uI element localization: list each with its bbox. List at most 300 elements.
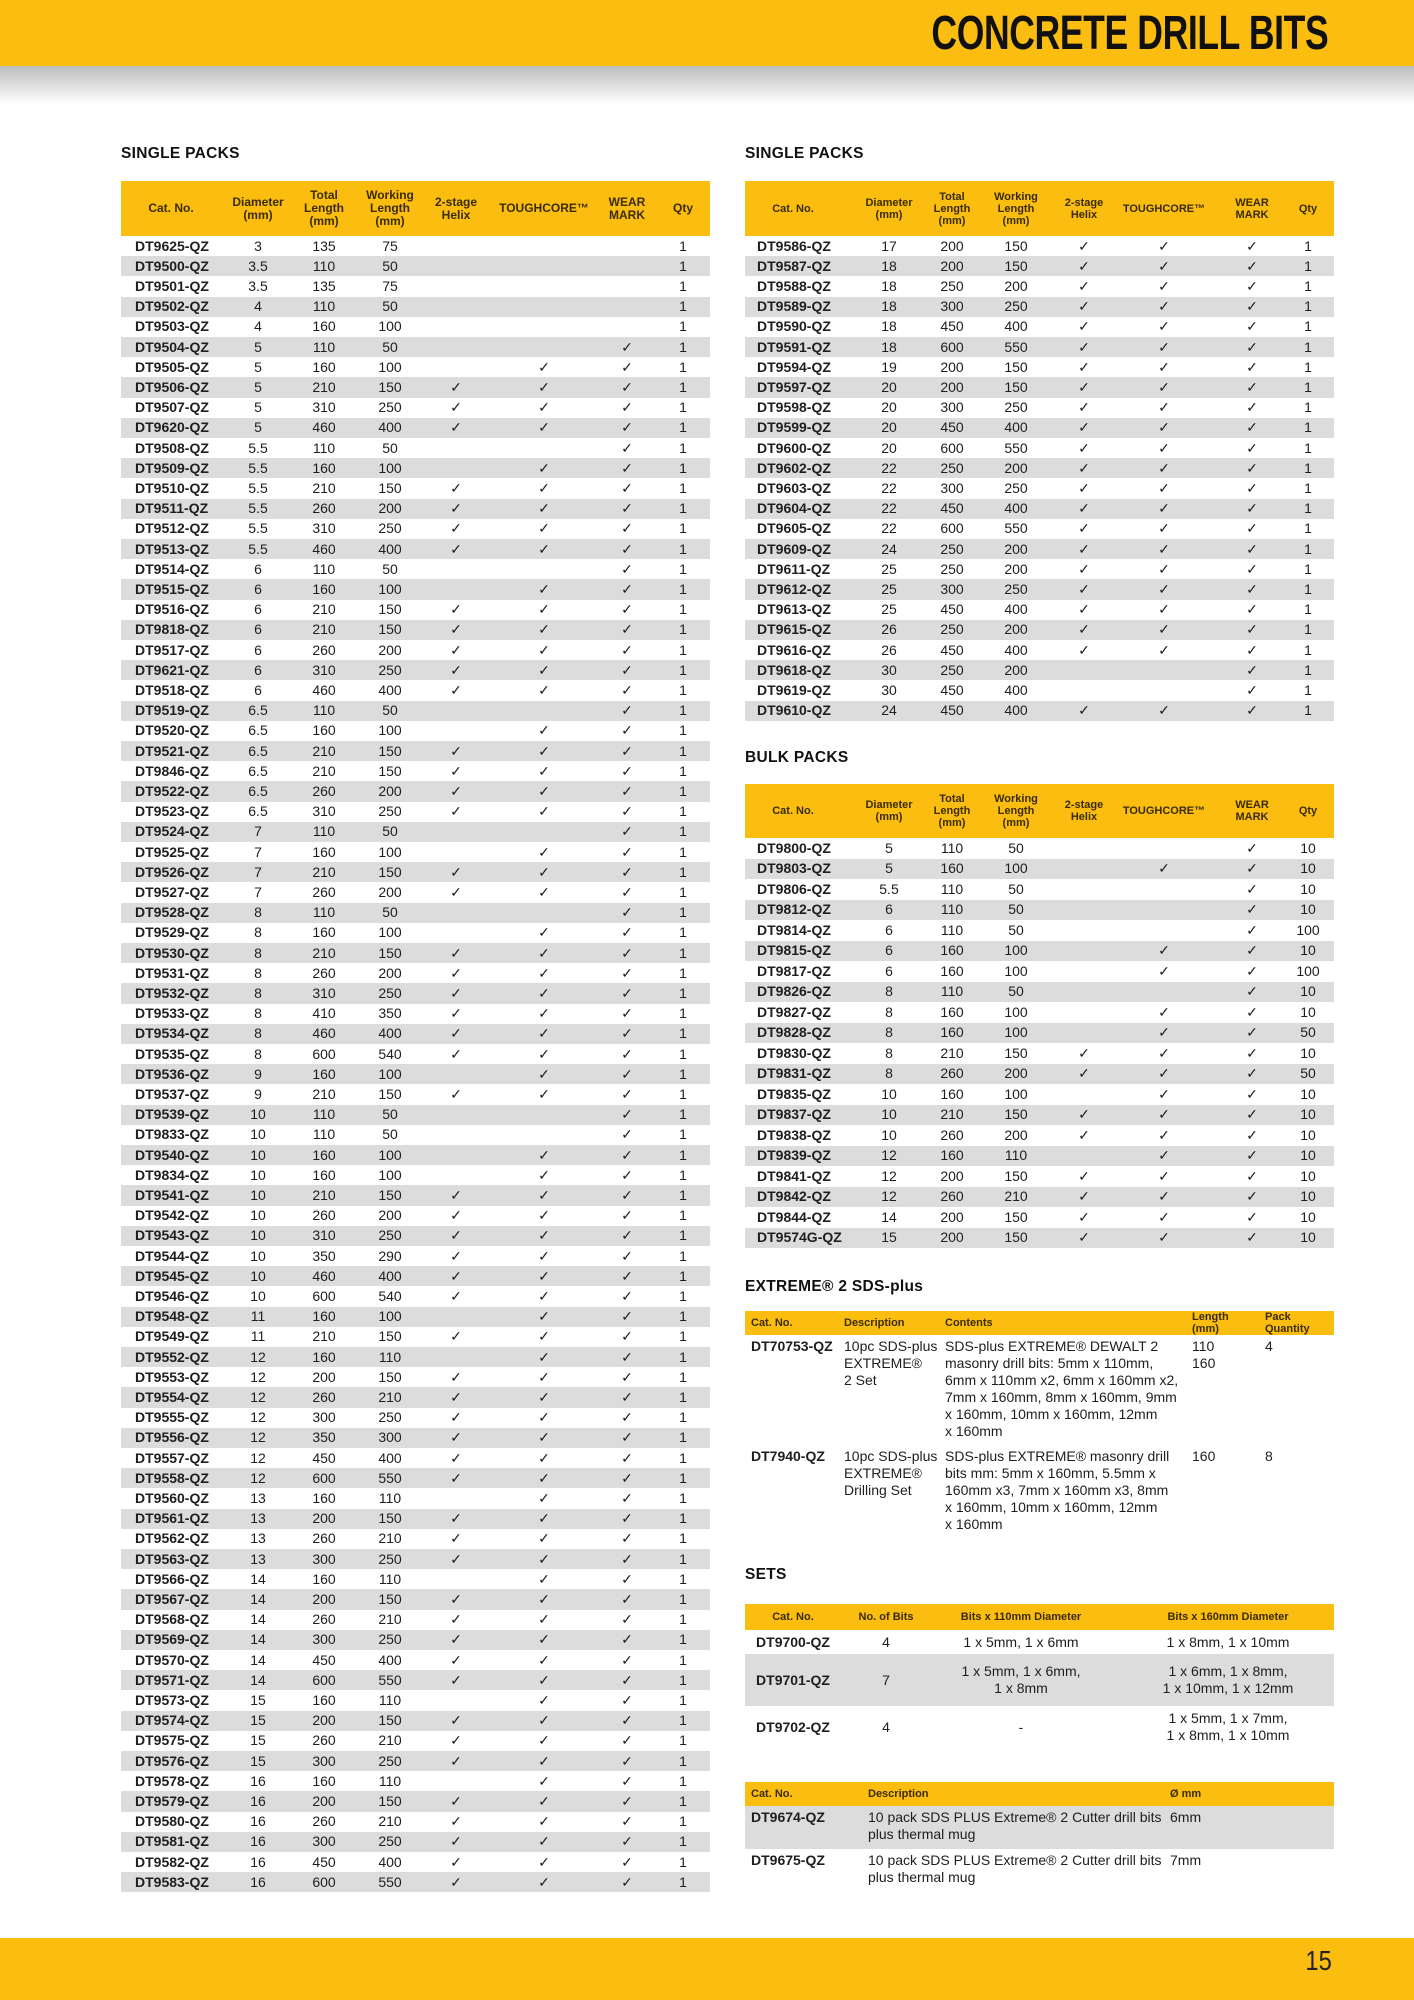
checkmark-icon: ✓ — [1158, 318, 1170, 335]
cell-qty: 1 — [679, 944, 687, 961]
checkmark-icon: ✓ — [538, 722, 550, 739]
cell-diameter: 10 — [881, 1106, 897, 1123]
cell-cat-no: DT9575-QZ — [135, 1732, 209, 1749]
cell-cat-no: DT9578-QZ — [135, 1772, 209, 1789]
cell-helix — [1048, 859, 1120, 880]
table-row — [121, 620, 710, 640]
cell-working-length: 250 — [378, 399, 402, 416]
cell-diameter: 12 — [250, 1469, 266, 1486]
table-row — [745, 377, 1334, 397]
cell-cat-no: DT9521-QZ — [135, 742, 209, 759]
cell-total-length: 110 — [312, 257, 336, 274]
table-row — [745, 499, 1334, 519]
column-header-diameter: Diameter (mm) — [232, 194, 284, 222]
checkmark-icon: ✓ — [538, 1813, 550, 1830]
checkmark-icon: ✓ — [450, 1368, 462, 1385]
cell-total-length: 450 — [312, 1651, 336, 1668]
table-row — [745, 1043, 1334, 1064]
cell-total-length: 210 — [312, 378, 336, 395]
cell-total-length: 160 — [312, 1146, 336, 1163]
cell-description: 10pc SDS-plus EXTREME® Drilling Set — [844, 1448, 938, 1498]
cell-cat-no: DT9542-QZ — [135, 1207, 209, 1224]
checkmark-icon: ✓ — [538, 1772, 550, 1789]
cell-cat-no: DT9527-QZ — [135, 883, 209, 900]
cell-cat-no: DT9524-QZ — [135, 823, 209, 840]
cell-diameter: 16 — [250, 1772, 266, 1789]
cell-cat-no: DT9702-QZ — [756, 1718, 830, 1735]
checkmark-icon: ✓ — [538, 883, 550, 900]
checkmark-icon: ✓ — [621, 580, 633, 597]
cell-total-length: 300 — [312, 1409, 336, 1426]
table-row — [121, 1751, 710, 1771]
cell-working-length: 200 — [378, 641, 402, 658]
cell-working-length: 110 — [378, 1772, 402, 1789]
cell-total-length: 300 — [940, 298, 964, 315]
cell-diameter: 6 — [254, 621, 262, 638]
cell-working-length: 150 — [378, 762, 402, 779]
column-header-bits-110mm: Bits x 110mm Diameter — [960, 1611, 1082, 1623]
checkmark-icon: ✓ — [450, 1510, 462, 1527]
cell-qty: 1 — [679, 1873, 687, 1890]
cell-diameter: 3.5 — [248, 277, 268, 294]
cell-total-length: 110 — [940, 901, 964, 918]
cell-total-length: 300 — [940, 399, 964, 416]
checkmark-icon: ✓ — [1158, 601, 1170, 618]
checkmark-icon: ✓ — [621, 378, 633, 395]
checkmark-icon: ✓ — [450, 1227, 462, 1244]
cell-diameter: 5.5 — [248, 540, 268, 557]
cell-diameter: 15 — [250, 1712, 266, 1729]
cell-qty: 1 — [679, 1449, 687, 1466]
cell-qty: 1 — [679, 1328, 687, 1345]
cell-working-length: 110 — [378, 1348, 402, 1365]
cell-working-length: 300 — [378, 1429, 402, 1446]
table-row — [121, 1246, 710, 1266]
table-row — [745, 879, 1334, 900]
cell-total-length: 210 — [940, 1044, 964, 1061]
table-row — [745, 920, 1334, 941]
checkmark-icon: ✓ — [1246, 983, 1258, 1000]
cell-working-length: 250 — [1004, 580, 1028, 597]
checkmark-icon: ✓ — [450, 641, 462, 658]
cell-qty: 1 — [1304, 419, 1312, 436]
cell-cat-no: DT9604-QZ — [757, 500, 831, 517]
cell-diameter: 18 — [881, 257, 897, 274]
table-row — [745, 1228, 1334, 1249]
checkmark-icon: ✓ — [621, 1631, 633, 1648]
checkmark-icon: ✓ — [1158, 237, 1170, 254]
cell-diameter: 12 — [250, 1388, 266, 1405]
cell-total-length: 160 — [312, 1772, 336, 1789]
cell-diameter: 4 — [254, 318, 262, 335]
cell-cat-no: DT9842-QZ — [757, 1188, 831, 1205]
cell-working-length: 150 — [1004, 1167, 1028, 1184]
cell-diameter: 5.5 — [248, 439, 268, 456]
cell-working-length: 400 — [1004, 419, 1028, 436]
cell-diameter: 6 — [885, 962, 893, 979]
checkmark-icon: ✓ — [621, 1732, 633, 1749]
checkmark-icon: ✓ — [1158, 1208, 1170, 1225]
cell-cat-no: DT9618-QZ — [757, 661, 831, 678]
cell-helix — [420, 438, 492, 458]
checkmark-icon: ✓ — [1246, 1126, 1258, 1143]
cell-qty: 1 — [679, 641, 687, 658]
checkmark-icon: ✓ — [1246, 1229, 1258, 1246]
checkmark-icon: ✓ — [621, 1429, 633, 1446]
cell-contents: SDS-plus EXTREME® DEWALT 2 masonry drill bits: 5mm x 110mm, 6mm x 110mm x2, 6mm x 160mm x2, 7mm x 160mm, 8mm x 160mm, 9mm x 160mm, 10mm x 160mm, 12mm x 160mm — [945, 1338, 1179, 1439]
table-row — [121, 438, 710, 458]
checkmark-icon: ✓ — [621, 1590, 633, 1607]
cell-diameter: 13 — [250, 1489, 266, 1506]
cell-diameter: 14 — [250, 1631, 266, 1648]
checkmark-icon: ✓ — [621, 399, 633, 416]
cell-total-length: 160 — [312, 843, 336, 860]
column-header-working-length: Working Length (mm) — [994, 190, 1038, 227]
cell-diameter: 18 — [881, 298, 897, 315]
cell-total-length: 450 — [940, 601, 964, 618]
cell-diameter: 24 — [881, 540, 897, 557]
cell-working-length: 150 — [378, 944, 402, 961]
cell-diameter: 6.5 — [248, 702, 268, 719]
checkmark-icon: ✓ — [621, 823, 633, 840]
cell-total-length: 200 — [940, 1167, 964, 1184]
checkmark-icon: ✓ — [450, 540, 462, 557]
cell-qty: 1 — [679, 1409, 687, 1426]
cell-working-length: 150 — [378, 621, 402, 638]
cell-total-length: 210 — [312, 1085, 336, 1102]
table-row — [745, 398, 1334, 418]
cell-working-length: 250 — [378, 803, 402, 820]
checkmark-icon: ✓ — [538, 1449, 550, 1466]
cell-qty: 1 — [679, 1126, 687, 1143]
cell-toughcore — [1128, 900, 1200, 921]
checkmark-icon: ✓ — [621, 702, 633, 719]
checkmark-icon: ✓ — [621, 1772, 633, 1789]
cell-contents: SDS-plus EXTREME® masonry drill bits mm: 5mm x 160mm, 5.5mm x 160mm x3, 7mm x 160mm x3, 8mm x 160mm, 10mm x 160mm, 12mm x 160mm — [945, 1448, 1170, 1532]
cell-cat-no: DT9834-QZ — [135, 1166, 209, 1183]
cell-cat-no: DT9540-QZ — [135, 1146, 209, 1163]
checkmark-icon: ✓ — [538, 1247, 550, 1264]
table-row — [121, 660, 710, 680]
checkmark-icon: ✓ — [450, 1671, 462, 1688]
cell-cat-no: DT9599-QZ — [757, 419, 831, 436]
cell-cat-no: DT9827-QZ — [757, 1003, 831, 1020]
checkmark-icon: ✓ — [621, 358, 633, 375]
cell-cat-no: DT9828-QZ — [757, 1024, 831, 1041]
cell-qty: 1 — [679, 702, 687, 719]
cell-diameter: 14 — [250, 1611, 266, 1628]
cell-diameter: 9 — [254, 1065, 262, 1082]
cell-cat-no: DT9508-QZ — [135, 439, 209, 456]
cell-working-length: 100 — [1004, 942, 1028, 959]
checkmark-icon: ✓ — [450, 1045, 462, 1062]
cell-total-length: 260 — [312, 1388, 336, 1405]
cell-diameter: 6 — [254, 681, 262, 698]
cell-working-length: 150 — [1004, 1208, 1028, 1225]
table-row — [121, 357, 710, 377]
cell-qty: 1 — [679, 782, 687, 799]
checkmark-icon: ✓ — [1078, 479, 1090, 496]
table-row — [121, 1771, 710, 1791]
cell-working-length: 550 — [378, 1873, 402, 1890]
cell-no-of-bits: 4 — [882, 1718, 890, 1735]
table-row — [745, 620, 1334, 640]
cell-cat-no: DT9612-QZ — [757, 580, 831, 597]
cell-helix — [1048, 1023, 1120, 1044]
cell-cat-no: DT9590-QZ — [757, 318, 831, 335]
cell-qty: 1 — [679, 1207, 687, 1224]
cell-cat-no: DT9555-QZ — [135, 1409, 209, 1426]
cell-diameter: 8 — [254, 924, 262, 941]
checkmark-icon: ✓ — [450, 1287, 462, 1304]
checkmark-icon: ✓ — [1078, 1229, 1090, 1246]
checkmark-icon: ✓ — [1078, 1167, 1090, 1184]
cell-working-length: 210 — [378, 1813, 402, 1830]
cell-qty: 10 — [1300, 1044, 1316, 1061]
section-title-single-packs-right: SINGLE PACKS — [745, 145, 864, 162]
page-title: CONCRETE DRILL BITS — [931, 7, 1328, 60]
checkmark-icon: ✓ — [621, 904, 633, 921]
cell-qty: 100 — [1296, 921, 1320, 938]
checkmark-icon: ✓ — [1246, 338, 1258, 355]
checkmark-icon: ✓ — [538, 1469, 550, 1486]
cell-working-length: 150 — [1004, 257, 1028, 274]
checkmark-icon: ✓ — [621, 1085, 633, 1102]
cell-working-length: 50 — [382, 823, 398, 840]
cell-total-length: 110 — [312, 823, 336, 840]
cell-description: 10 pack SDS PLUS Extreme® 2 Cutter drill bits plus thermal mug — [868, 1809, 1162, 1842]
cell-total-length: 250 — [940, 540, 964, 557]
cell-cat-no: DT9826-QZ — [757, 983, 831, 1000]
checkmark-icon: ✓ — [621, 419, 633, 436]
cell-working-length: 100 — [378, 580, 402, 597]
cell-helix — [1048, 879, 1120, 900]
cell-cat-no: DT9587-QZ — [757, 257, 831, 274]
cell-bits-160mm: 1 x 5mm, 1 x 7mm, 1 x 8mm, 1 x 10mm — [1166, 1710, 1290, 1743]
checkmark-icon: ✓ — [621, 1550, 633, 1567]
cell-cat-no: DT9520-QZ — [135, 722, 209, 739]
cell-diameter: 8 — [254, 904, 262, 921]
cell-qty: 1 — [679, 1045, 687, 1062]
cell-working-length: 150 — [1004, 1044, 1028, 1061]
cell-total-length: 160 — [312, 358, 336, 375]
checkmark-icon: ✓ — [1246, 839, 1258, 856]
checkmark-icon: ✓ — [1158, 338, 1170, 355]
table-header — [121, 181, 710, 236]
cell-qty: 1 — [679, 479, 687, 496]
checkmark-icon: ✓ — [450, 782, 462, 799]
cell-total-length: 450 — [940, 641, 964, 658]
table-row — [121, 1185, 710, 1205]
cell-total-length: 160 — [312, 722, 336, 739]
cell-working-length: 150 — [1004, 358, 1028, 375]
header-shadow — [0, 66, 1414, 104]
cell-working-length: 50 — [1008, 921, 1024, 938]
cell-toughcore — [508, 1125, 580, 1145]
checkmark-icon: ✓ — [1158, 962, 1170, 979]
cell-cat-no: DT9582-QZ — [135, 1853, 209, 1870]
cell-cat-no: DT9518-QZ — [135, 681, 209, 698]
cell-qty: 1 — [679, 1671, 687, 1688]
cell-total-length: 210 — [312, 1186, 336, 1203]
checkmark-icon: ✓ — [1078, 540, 1090, 557]
checkmark-icon: ✓ — [1078, 1044, 1090, 1061]
checkmark-icon: ✓ — [621, 641, 633, 658]
cell-diameter: 6.5 — [248, 803, 268, 820]
checkmark-icon: ✓ — [538, 1671, 550, 1688]
checkmark-icon: ✓ — [1078, 560, 1090, 577]
cell-diameter: 14 — [250, 1590, 266, 1607]
cell-working-length: 100 — [378, 1146, 402, 1163]
checkmark-icon: ✓ — [1246, 661, 1258, 678]
checkmark-icon: ✓ — [450, 681, 462, 698]
checkmark-icon: ✓ — [1078, 277, 1090, 294]
cell-helix — [420, 559, 492, 579]
checkmark-icon: ✓ — [450, 1631, 462, 1648]
cell-total-length: 250 — [940, 560, 964, 577]
cell-working-length: 50 — [382, 439, 398, 456]
checkmark-icon: ✓ — [450, 1005, 462, 1022]
cell-total-length: 160 — [312, 318, 336, 335]
cell-helix — [1048, 680, 1120, 700]
cell-length: 110 160 — [1192, 1338, 1216, 1371]
cell-cat-no: DT9610-QZ — [757, 702, 831, 719]
cell-cat-no: DT9838-QZ — [757, 1126, 831, 1143]
checkmark-icon: ✓ — [450, 944, 462, 961]
checkmark-icon: ✓ — [1158, 520, 1170, 537]
table-row — [121, 1428, 710, 1448]
cell-diameter: 7 — [254, 843, 262, 860]
checkmark-icon: ✓ — [1158, 500, 1170, 517]
cell-diameter: 19 — [881, 358, 897, 375]
cell-cat-no: DT70753-QZ — [751, 1338, 833, 1354]
table-header — [745, 1782, 1334, 1806]
checkmark-icon: ✓ — [538, 1065, 550, 1082]
cell-qty: 1 — [1304, 681, 1312, 698]
table-row — [121, 1307, 710, 1327]
table-row — [745, 982, 1334, 1003]
cell-working-length: 100 — [1004, 1003, 1028, 1020]
section-title-single-packs-left: SINGLE PACKS — [121, 145, 240, 162]
checkmark-icon: ✓ — [621, 1106, 633, 1123]
cell-helix — [420, 1307, 492, 1327]
checkmark-icon: ✓ — [1078, 358, 1090, 375]
table-row — [745, 1630, 1334, 1654]
cell-diameter: 16 — [250, 1792, 266, 1809]
checkmark-icon: ✓ — [1158, 479, 1170, 496]
checkmark-icon: ✓ — [538, 1025, 550, 1042]
checkmark-icon: ✓ — [538, 358, 550, 375]
cell-total-length: 210 — [940, 1106, 964, 1123]
cell-working-length: 200 — [1004, 459, 1028, 476]
cell-diameter: 6 — [885, 901, 893, 918]
checkmark-icon: ✓ — [450, 1813, 462, 1830]
cell-qty: 1 — [679, 924, 687, 941]
cell-diameter: 20 — [881, 439, 897, 456]
cell-cat-no: DT9833-QZ — [135, 1126, 209, 1143]
cell-diameter: 15 — [250, 1691, 266, 1708]
checkmark-icon: ✓ — [450, 1732, 462, 1749]
cell-qty: 1 — [679, 1065, 687, 1082]
cell-total-length: 250 — [940, 459, 964, 476]
cell-cat-no: DT9563-QZ — [135, 1550, 209, 1567]
column-header-qty: Qty — [1298, 202, 1318, 215]
cell-working-length: 100 — [1004, 1024, 1028, 1041]
cell-total-length: 260 — [312, 782, 336, 799]
cell-total-length: 160 — [940, 1085, 964, 1102]
checkmark-icon: ✓ — [538, 863, 550, 880]
checkmark-icon: ✓ — [621, 1449, 633, 1466]
cell-cat-no: DT9543-QZ — [135, 1227, 209, 1244]
checkmark-icon: ✓ — [1158, 1147, 1170, 1164]
cell-diameter: 15 — [881, 1229, 897, 1246]
table-row — [121, 1529, 710, 1549]
cell-qty: 1 — [679, 1348, 687, 1365]
column-header-toughcore: TOUGHCORE™ — [499, 201, 589, 215]
table-row — [121, 1690, 710, 1710]
cell-diameter: 10 — [250, 1227, 266, 1244]
cell-total-length: 110 — [312, 1126, 336, 1143]
cell-working-length: 210 — [378, 1388, 402, 1405]
checkmark-icon: ✓ — [538, 1570, 550, 1587]
cell-working-length: 400 — [378, 1267, 402, 1284]
cell-total-length: 450 — [312, 1853, 336, 1870]
cell-qty: 1 — [679, 742, 687, 759]
cell-qty: 50 — [1300, 1065, 1316, 1082]
cell-diameter: 6 — [254, 560, 262, 577]
table-row — [121, 1852, 710, 1872]
cell-toughcore — [508, 317, 580, 337]
cell-diameter: 24 — [881, 702, 897, 719]
cell-diameter: 15 — [250, 1752, 266, 1769]
cell-diameter: 5 — [254, 378, 262, 395]
cell-diameter: 12 — [250, 1449, 266, 1466]
cell-qty: 1 — [679, 1146, 687, 1163]
cell-cat-no: DT9517-QZ — [135, 641, 209, 658]
cell-cat-no: DT9507-QZ — [135, 399, 209, 416]
checkmark-icon: ✓ — [538, 984, 550, 1001]
cell-diameter: 6 — [885, 921, 893, 938]
cell-toughcore — [508, 438, 580, 458]
cell-diameter: 6 — [254, 601, 262, 618]
cell-working-length: 100 — [378, 924, 402, 941]
cell-diameter: 10 — [250, 1166, 266, 1183]
column-header-cat-no: Cat. No. — [751, 1788, 793, 1800]
cell-helix — [420, 579, 492, 599]
checkmark-icon: ✓ — [1158, 1229, 1170, 1246]
cell-cat-no: DT9625-QZ — [135, 237, 209, 254]
checkmark-icon: ✓ — [538, 681, 550, 698]
cell-total-length: 210 — [312, 742, 336, 759]
cell-helix — [1048, 982, 1120, 1003]
cell-working-length: 50 — [382, 560, 398, 577]
column-header-contents: Contents — [945, 1317, 993, 1329]
cell-total-length: 260 — [312, 1530, 336, 1547]
cell-total-length: 600 — [312, 1287, 336, 1304]
cell-cat-no: DT9506-QZ — [135, 378, 209, 395]
table-row — [121, 983, 710, 1003]
checkmark-icon: ✓ — [621, 803, 633, 820]
checkmark-icon: ✓ — [538, 1712, 550, 1729]
cell-diameter: 22 — [881, 520, 897, 537]
cell-working-length: 350 — [378, 1005, 402, 1022]
checkmark-icon: ✓ — [1246, 1085, 1258, 1102]
cell-qty: 1 — [679, 1813, 687, 1830]
cell-total-length: 600 — [312, 1873, 336, 1890]
table-row — [121, 1226, 710, 1246]
cell-working-length: 250 — [378, 1833, 402, 1850]
table-row — [121, 256, 710, 276]
